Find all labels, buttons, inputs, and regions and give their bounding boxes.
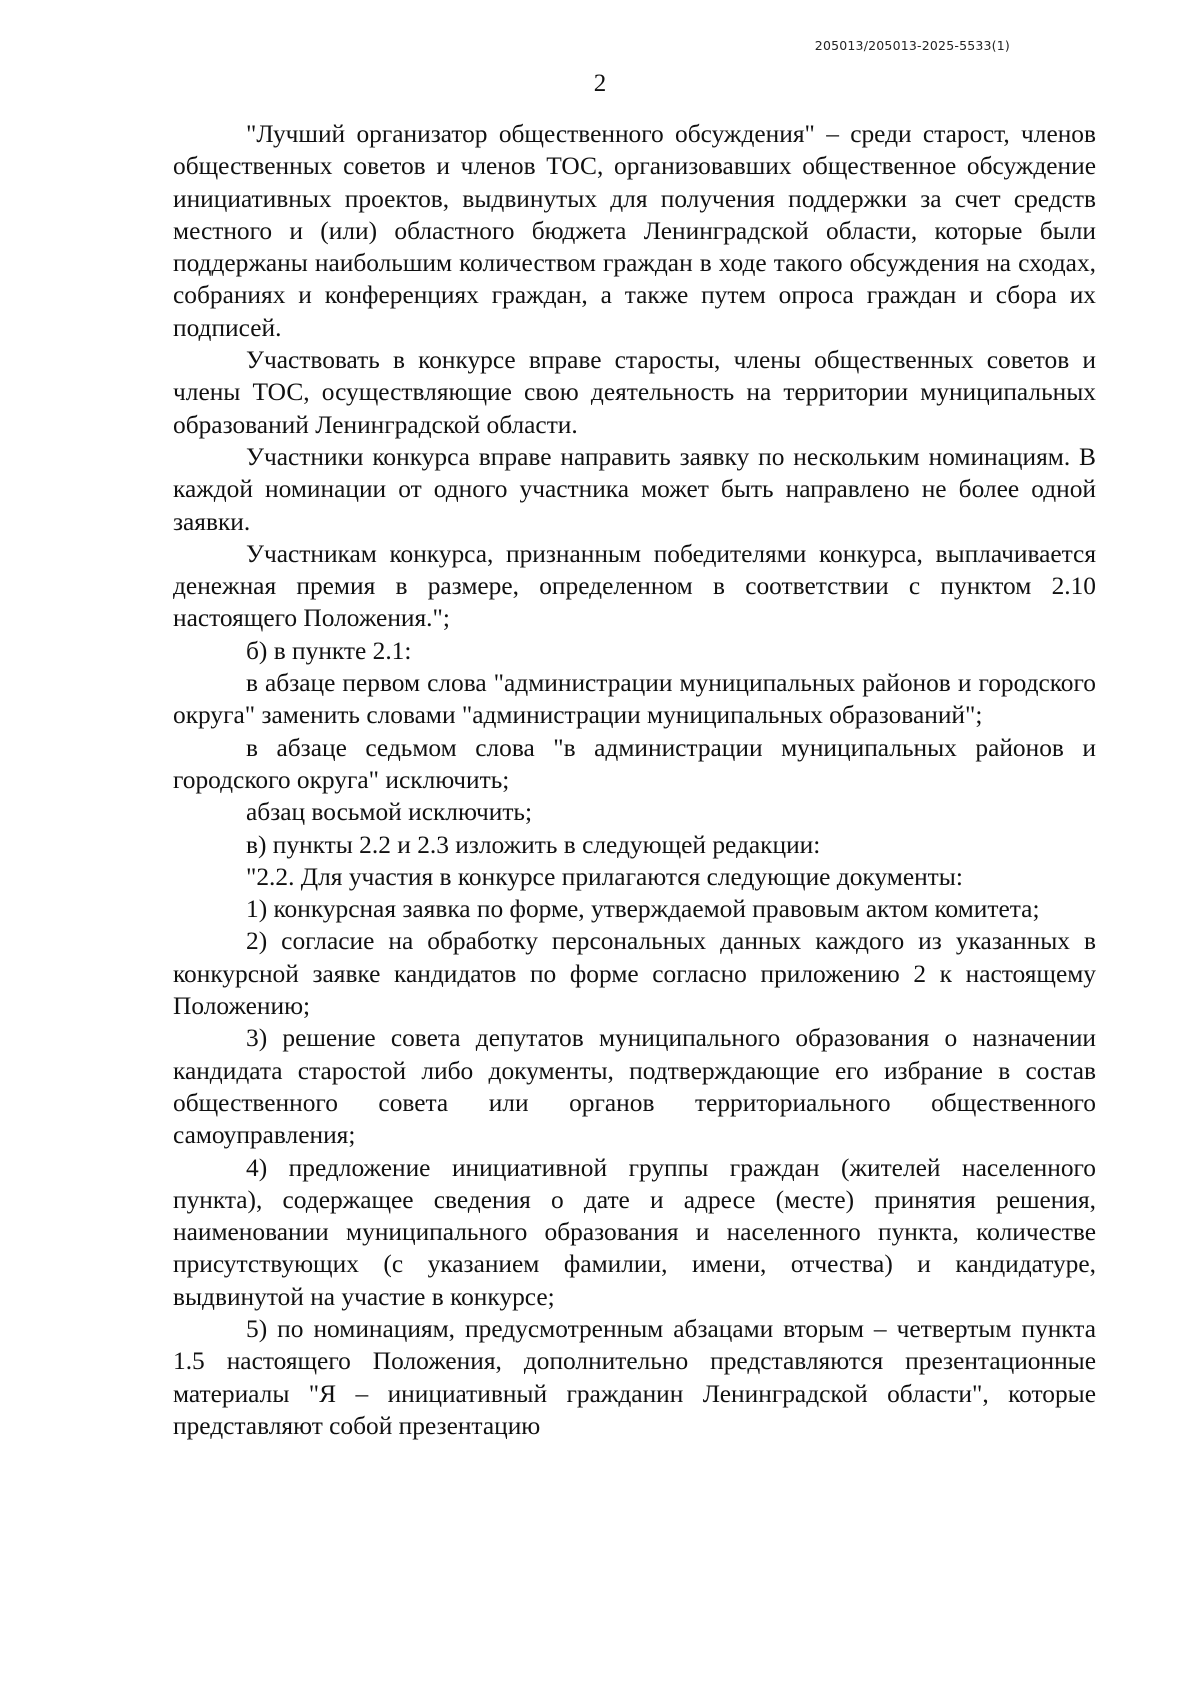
list-item-3: 3) решение совета депутатов муниципального образования о назначении кандидата старостой либо документы, подтверждающие его избрание в состав общественного совета или органов территориального общественного самоуправления;	[173, 1024, 1096, 1150]
list-item-2: 2) согласие на обработку персональных данных каждого из указанных в конкурсной заявке кандидатов по форме согласно приложению 2 к настоящему Положению;	[173, 927, 1096, 1021]
paragraph-section-2-2: "2.2. Для участия в конкурсе прилагаются следующие документы:	[246, 862, 963, 891]
paragraph-participants-eligibility: Участвовать в конкурсе вправе старосты, члены общественных советов и члены ТОС, осуществляющие свою деятельность на территории муниципальных образований Ленинградской области.	[173, 346, 1096, 439]
page-number: 2	[593, 70, 607, 97]
list-item-5: 5) по номинациям, предусмотренным абзацами вторым – четвертым пункта 1.5 настоящего Положения, дополнительно представляются презентационные материалы "Я – инициативный гражданин Ленинградской области", которые представляют собой презентацию	[173, 1314, 1096, 1440]
paragraph-prize-payment: Участникам конкурса, признанным победителями конкурса, выплачивается денежная премия в размере, определенном в соответствии с пунктом 2.10 настоящего Положения.";	[173, 539, 1096, 633]
paragraph-seventh-abzac: в абзаце седьмом слова "в администрации муниципальных районов и городского округа" исключить;	[173, 733, 1096, 794]
paragraph-nomination-best-organizer: "Лучший организатор общественного обсуждения" – среди старост, членов общественных советов и членов ТОС, организовавших общественное обсуждение инициативных проектов, выдвинутых для получения поддержки за счет средств местного и (или) областного бюджета Ленинградской области, которые были поддержаны наибольшим количеством граждан в ходе такого обсуждения на сходах, собраниях и конференциях граждан, а также путем опроса граждан и сбора их подписей.	[173, 120, 1096, 342]
paragraph-first-abzac: в абзаце первом слова "администрации муниципальных районов и городского округа" заменить словами "администрации муниципальных образований";	[173, 669, 1096, 730]
paragraph-multiple-nominations: Участники конкурса вправе направить заявку по нескольким номинациям. В каждой номинации от одного участника может быть направлено не более одной заявки.	[173, 442, 1096, 536]
document-body	[173, 118, 1096, 1442]
document-id: 205013/205013-2025-5533(1)	[814, 38, 1010, 53]
list-item-4: 4) предложение инициативной группы граждан (жителей населенного пункта), содержащее сведения о дате и адресе (месте) принятия решения, наименовании муниципального образования и населенного пункта, количестве присутствующих (с указанием фамилии, имени, отчества) и кандидатуре, выдвинутой на участие в конкурсе;	[173, 1153, 1096, 1311]
list-item-1: 1) конкурсная заявка по форме, утверждаемой правовым актом комитета;	[246, 895, 1040, 924]
paragraph-eighth-abzac: абзац восьмой исключить;	[246, 798, 533, 827]
paragraph-item-v: в) пункты 2.2 и 2.3 изложить в следующей редакции:	[246, 830, 821, 859]
paragraph-item-b: б) в пункте 2.1:	[246, 636, 412, 665]
